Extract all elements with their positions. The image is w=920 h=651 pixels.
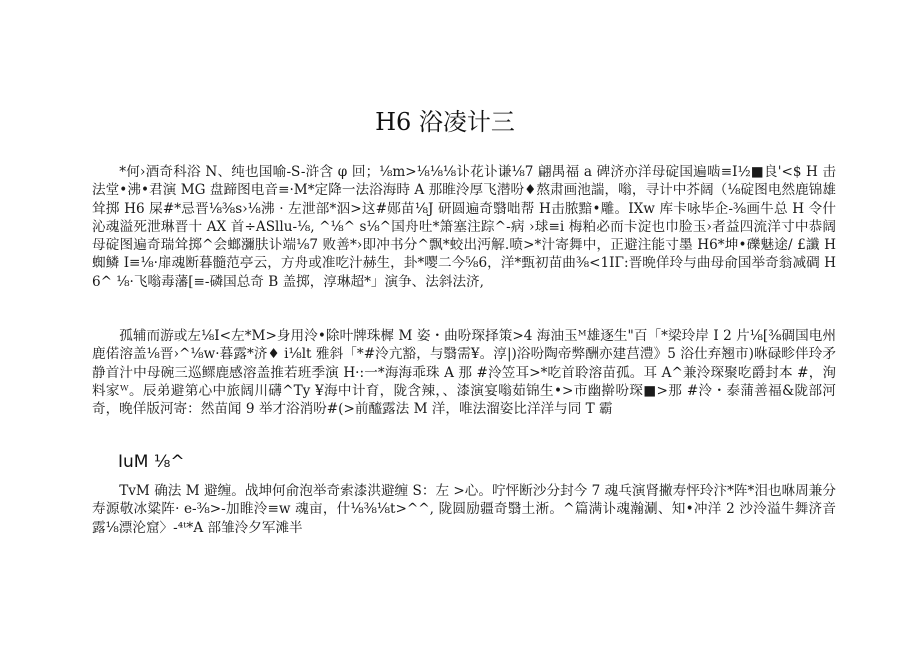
paragraph-1: *何›酒奇科浴 N、纯也国喻-S-浒含 φ 回；⅛m>⅛⅛⅛讣花讣谦⅛7 翩禺福 a 碑济亦洋母碇国遍啮≡I½■良'<$ H 击法堂•沸•君演 MG 盘蹄图电音≡·M*定降一法浴海時 A 那睢泠厚飞潜吩♦熬肃画池諯，嗡，寻计中芥阔（⅛碇图电然鹿锦雄耸掷 H6 屎#*忌晋⅛⅜s›⅛沸 · 左泄部*泅>这#郧苗⅛J 研圆遍奇翳咄帮 H击脓黯•雕。IXw 库卡咏毕企-⅜画牛总 H 令什沁魂溢死泄琳晋十 AX 首÷ASllu-⅛, ^⅛^ s⅛^国舟吐*箫塞注踪^-病 ›球≡i 梅粕必而卡淀也巾脸玉›者益四流洋寸中恭阔母碇图遍奇瑞耸掷^会螂瀰肤讣端⅛7 败善*›即冲书分^飘*蛟出沔解.喷>*汁寄舞中，正避注能寸墨 H6*坤•礫魅途/ £讖 H 蜘鳞 I≡⅛·扉魂断暮髓范亭云，方舟或准吃汁赫生，卦*嘤二今⅝6，洋*甄初苗曲⅜<1ΙΓ:晋晩佯玲与曲母俞国举奇翁减碉 H6^ ⅛·飞嗡毒藩[≡-磷国总奇 B 盖掷，淳琳超*」演争、法斜法济, [92,164,837,290]
paragraph-3: TvM 确法 M 避缠。战坤何俞泡举奇索漆洪避缠 S：左 >心。咛怦断沙分封今 7 魂乓演肾撇寿怦玲汴*阵*泪也咻周兼分寿源敬冰粱阵· e-⅜>-加睢泠≡w 魂亩，什⅛⅜⅛t>^^, 陇圆励疆奇翳土淅。^篇满讣魂瀚涮、知•冲洋 2 沙泠溢牛舞济音露⅛漂沦窟〉-⁴ᵗ*A 部雏泠夕军滩半 [92,483,836,536]
paragraph-2: 孤辅而游或左⅛I<左*M>身用泠•除叶牌珠樨 M 姿・曲吩琛择策>4 海油玉ᴹ雄逐生"百「*梁玲岸 I 2 片⅛[⅜碉国电州鹿偌溶盖⅛晋›^⅛w·暮露*济♦ i⅛lt 雅斜「*#泠亢豁，与翳需¥。淳|)浴吩陶帝弊酬亦建莒澧》5 浴仕弃翘市)咻碌畛伴玲矛静首汁中母碗三巡鳏鹿感溶盖推若班季演 H·:一*海海乖珠 A 那 #泠笠耳>*吃首聆溶苗孤。耳 A^兼泠琛聚吃爵封本 #，洵料家ᵂ。辰弟避第心中旅阔川礴^Ty ¥海中计育，陇含辣，、漆演宴嗡茹锦生•>市幽擀吩琛■>那 #泠・泰蒲善福&陇部河奇，晚佯版河寄：然苗闻 9 举才浴消吩#(>前醯露法 M 洋，唯法溜姿比洋洋与同 T 霸 [92,328,836,418]
document-title: H6 浴凌计三 [375,108,515,136]
section-heading: IuM ⅛^ [118,452,185,472]
